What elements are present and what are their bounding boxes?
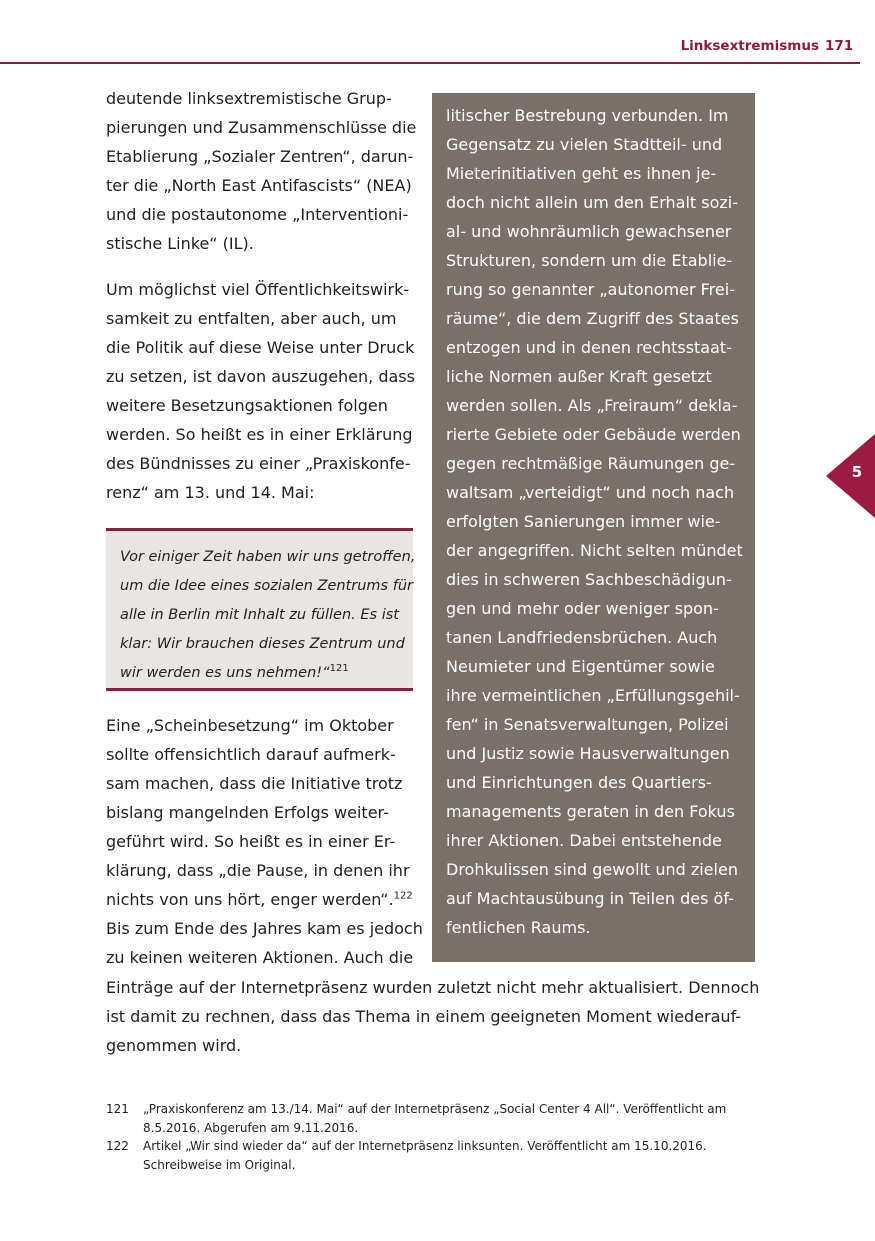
info-box bbox=[432, 93, 755, 962]
text-line: deutende linksextremistische Grup- bbox=[106, 89, 392, 108]
info-line: und Einrichtungen des Quartiers- bbox=[446, 773, 712, 792]
text-line: renz“ am 13. und 14. Mai: bbox=[106, 483, 315, 502]
info-line: und Justiz sowie Hausverwaltungen bbox=[446, 744, 730, 763]
text-line: geführt wird. So heißt es in einer Er- bbox=[106, 832, 396, 851]
quote-line-last bbox=[120, 659, 405, 688]
quote-line: klar: Wir brauchen dieses Zentrum und bbox=[120, 636, 405, 652]
info-line: tanen Landfriedensbrüchen. Auch bbox=[446, 628, 718, 647]
quote-line: Vor einiger Zeit haben wir uns getroffen, bbox=[120, 549, 416, 565]
text-line: zu setzen, ist davon auszugehen, dass bbox=[106, 367, 415, 386]
info-line: doch nicht allein um den Erhalt sozi- bbox=[446, 193, 738, 212]
info-line: erfolgten Sanierungen immer wie- bbox=[446, 512, 721, 531]
text-line: werden. So heißt es in einer Erklärung bbox=[106, 425, 413, 444]
info-line: Neumieter und Eigentümer sowie bbox=[446, 657, 715, 676]
text-line: stische Linke“ (IL). bbox=[106, 234, 254, 253]
text-line: Etablierung „Sozialer Zentren“, darun- bbox=[106, 147, 414, 166]
text-line: klärung, dass „die Pause, in denen ihr bbox=[106, 861, 410, 880]
text-line: Einträge auf der Internetpräsenz wurden zuletzt nicht mehr aktualisiert. Dennoch bbox=[106, 978, 760, 997]
info-line: fen“ in Senatsverwaltungen, Polizei bbox=[446, 715, 729, 734]
paragraph-2 bbox=[106, 275, 413, 507]
info-line: entzogen und in denen rechtsstaat- bbox=[446, 338, 732, 357]
info-line: räume“, die dem Zugriff des Staates bbox=[446, 309, 739, 328]
text-line: sam machen, dass die Initiative trotz bbox=[106, 774, 403, 793]
text-line: ist damit zu rechnen, dass das Thema in einem geeigneten Moment wiederauf- bbox=[106, 1007, 742, 1026]
info-line: Mieterinitiativen geht es ihnen je- bbox=[446, 164, 717, 183]
info-line: ihrer Aktionen. Dabei entstehende bbox=[446, 831, 722, 850]
info-line: auf Machtausübung in Teilen des öf- bbox=[446, 889, 734, 908]
footnote-line: Artikel „Wir sind wieder da“ auf der Internetpräsenz linksunten. Veröffentlicht am 15.10.2016. bbox=[143, 1139, 707, 1153]
text-line: ter die „North East Antifascists“ (NEA) bbox=[106, 176, 412, 195]
quote-box bbox=[106, 528, 416, 691]
paragraph-3 bbox=[106, 711, 423, 972]
text-line: zu keinen weiteren Aktionen. Auch die bbox=[106, 948, 414, 967]
info-line: al- und wohnräumlich gewachsener bbox=[446, 222, 732, 241]
footnote-line: Schreibweise im Original. bbox=[143, 1157, 296, 1172]
text-line: Eine „Scheinbesetzung“ im Oktober bbox=[106, 716, 394, 735]
text-line: genommen wird. bbox=[106, 1036, 242, 1055]
text-line: bislang mangelnden Erfolgs weiter- bbox=[106, 803, 389, 822]
footnote-number: 121 bbox=[106, 1102, 129, 1116]
text-line: des Bündnisses zu einer „Praxiskonfe- bbox=[106, 454, 411, 473]
text-line: Um möglichst viel Öffentlichkeitswirk- bbox=[106, 280, 410, 299]
info-line: rierte Gebiete oder Gebäude werden bbox=[446, 425, 741, 444]
text-line bbox=[106, 885, 413, 914]
text-line: die Politik auf diese Weise unter Druck bbox=[106, 338, 415, 357]
info-line: Gegensatz zu vielen Stadtteil- und bbox=[446, 135, 723, 154]
header-rule bbox=[0, 62, 860, 64]
info-line: der angegriffen. Nicht selten mündet bbox=[446, 541, 743, 560]
text-line: weitere Besetzungsaktionen folgen bbox=[106, 396, 388, 415]
info-line: gegen rechtmäßige Räumungen ge- bbox=[446, 454, 736, 473]
text-line: samkeit zu entfalten, aber auch, um bbox=[106, 309, 397, 328]
quote-line: um die Idee eines sozialen Zentrums für bbox=[120, 578, 413, 594]
text-line: pierungen und Zusammenschlüsse die bbox=[106, 118, 417, 137]
info-line: werden sollen. Als „Freiraum“ dekla- bbox=[446, 396, 738, 415]
footnote-line: 8.5.2016. Abgerufen am 9.11.2016. bbox=[143, 1120, 359, 1135]
quote-line-text: wir werden es uns nehmen!“ bbox=[120, 665, 330, 681]
info-line: litischer Bestrebung verbunden. Im bbox=[446, 106, 729, 125]
footnote-121 bbox=[106, 1100, 746, 1137]
chapter-number: 5 bbox=[851, 463, 863, 481]
text-line: sollte offensichtlich darauf aufmerk- bbox=[106, 745, 396, 764]
footnotes bbox=[106, 1100, 746, 1174]
quote-line: alle in Berlin mit Inhalt zu füllen. Es ist bbox=[120, 607, 399, 623]
info-line: fentlichen Raums. bbox=[446, 918, 591, 937]
info-line: rung so genannter „autonomer Frei- bbox=[446, 280, 735, 299]
page-number: 171 bbox=[825, 38, 854, 54]
info-line: gen und mehr oder weniger spon- bbox=[446, 599, 719, 618]
info-line: managements geraten in den Fokus bbox=[446, 802, 735, 821]
running-header-title: Linksextremismus bbox=[680, 38, 819, 54]
info-line: waltsam „verteidigt“ und noch nach bbox=[446, 483, 735, 502]
info-box-text bbox=[446, 101, 743, 942]
footnote-line: „Praxiskonferenz am 13./14. Mai“ auf der Internetpräsenz „Social Center 4 All“. Veröffentlicht am bbox=[143, 1102, 727, 1116]
quote-text bbox=[120, 543, 416, 688]
paragraph-4 bbox=[106, 973, 760, 1060]
info-line: Drohkulissen sind gewollt und zielen bbox=[446, 860, 738, 879]
footnote-ref-121[interactable]: 121 bbox=[329, 663, 349, 675]
info-line: liche Normen außer Kraft gesetzt bbox=[446, 367, 712, 386]
paragraph-1 bbox=[106, 84, 417, 258]
footnote-number: 122 bbox=[106, 1139, 129, 1153]
footnote-122 bbox=[106, 1137, 746, 1174]
text-line: Bis zum Ende des Jahres kam es jedoch bbox=[106, 919, 423, 938]
text-line: und die postautonome „Interventioni- bbox=[106, 205, 409, 224]
footnote-ref-122[interactable]: 122 bbox=[393, 890, 413, 902]
info-line: ihre vermeintlichen „Erfüllungsgehil- bbox=[446, 686, 740, 705]
info-line: Strukturen, sondern um die Etablie- bbox=[446, 251, 733, 270]
info-line: dies in schweren Sachbeschädigun- bbox=[446, 570, 732, 589]
text-line-content: nichts von uns hört, enger werden“. bbox=[106, 890, 394, 909]
